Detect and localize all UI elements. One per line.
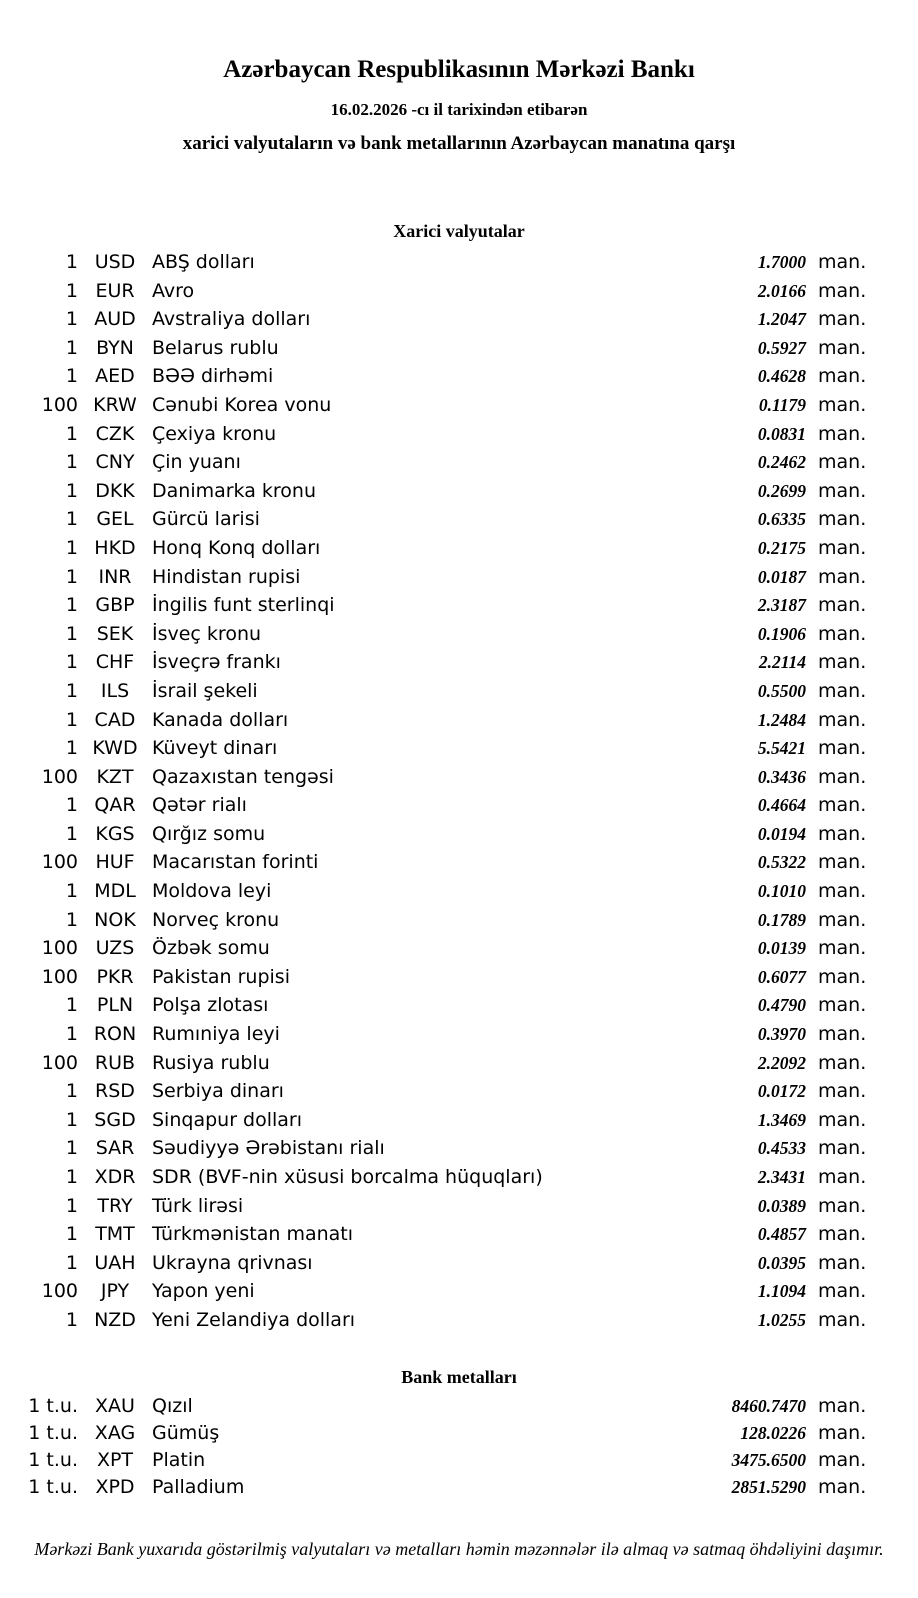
currency-code: UAH xyxy=(94,1251,136,1274)
currency-row xyxy=(0,480,870,509)
currency-rate: 1.3469 xyxy=(757,1109,806,1130)
rate-unit: man. xyxy=(818,1023,867,1046)
currency-rate: 1.2484 xyxy=(757,709,806,730)
currency-rate: 2.0166 xyxy=(757,280,806,301)
metal-rate: 128.0226 xyxy=(740,1422,806,1443)
metal-rate: 8460.7470 xyxy=(731,1395,806,1416)
rate-unit: man. xyxy=(818,1108,867,1131)
metal-row xyxy=(0,1395,870,1422)
currency-qty: 1 xyxy=(65,1023,78,1046)
currency-name: İngilis funt sterlinqi xyxy=(152,594,335,617)
rate-unit: man. xyxy=(818,1194,867,1217)
currency-rate: 0.4533 xyxy=(757,1138,806,1159)
currency-name: Qətər rialı xyxy=(152,794,247,817)
currency-qty: 1 xyxy=(65,479,78,502)
rate-unit: man. xyxy=(818,994,867,1017)
currency-qty: 1 xyxy=(65,737,78,760)
rate-unit: man. xyxy=(818,479,867,502)
currency-name: Ukrayna qrivnası xyxy=(152,1251,313,1274)
currency-rate: 0.1179 xyxy=(758,394,806,415)
currency-code: TRY xyxy=(97,1194,133,1217)
currency-row xyxy=(0,1109,870,1138)
rate-unit: man. xyxy=(818,1251,867,1274)
currency-qty: 100 xyxy=(41,1280,78,1303)
currency-qty: 1 xyxy=(65,451,78,474)
currency-name: İsveç kronu xyxy=(152,622,262,645)
currency-qty: 1 xyxy=(65,251,78,273)
rate-unit: man. xyxy=(818,1080,867,1103)
currency-name: Polşa zlotası xyxy=(152,994,269,1017)
currency-row xyxy=(0,623,870,652)
currency-name: Belarus rublu xyxy=(152,336,279,359)
currency-code: TMT xyxy=(95,1223,135,1246)
rate-unit: man. xyxy=(818,880,867,903)
currency-name: Yeni Zelandiya dolları xyxy=(152,1308,356,1331)
currency-code: SAR xyxy=(95,1137,135,1160)
currency-qty: 100 xyxy=(41,937,78,960)
currency-name: Serbiya dinarı xyxy=(152,1080,284,1103)
metal-rate: 3475.6500 xyxy=(731,1449,806,1470)
currency-name: Türk lirəsi xyxy=(152,1194,244,1217)
currency-rate: 0.4857 xyxy=(757,1224,806,1245)
rate-unit: man. xyxy=(818,1051,867,1074)
currency-qty: 100 xyxy=(41,393,78,416)
currency-code: RUB xyxy=(94,1051,136,1074)
currency-name: Küveyt dinarı xyxy=(152,737,278,760)
currency-row xyxy=(0,1280,870,1309)
currency-rate: 2.3431 xyxy=(757,1167,806,1187)
bank-metals-table xyxy=(0,1395,918,1503)
currency-name: Türkmənistan manatı xyxy=(152,1223,354,1246)
currency-qty: 1 xyxy=(65,308,78,331)
currency-code: RON xyxy=(93,1023,137,1046)
currency-row xyxy=(0,280,870,309)
currency-row xyxy=(0,1080,870,1109)
rate-unit: man. xyxy=(818,851,867,874)
rate-unit: man. xyxy=(818,1475,867,1498)
currency-row xyxy=(0,537,870,566)
rate-unit: man. xyxy=(818,279,867,302)
currency-row xyxy=(0,251,870,280)
currency-rate: 2.3187 xyxy=(757,595,806,616)
rate-unit: man. xyxy=(818,1308,867,1331)
currency-rate: 2.2092 xyxy=(757,1052,806,1073)
rate-unit: man. xyxy=(818,565,867,588)
currency-qty: 1 xyxy=(65,336,78,359)
rate-unit: man. xyxy=(818,365,867,388)
currency-name: Çin yuanı xyxy=(152,451,241,474)
currency-code: XDR xyxy=(94,1166,136,1188)
rate-unit: man. xyxy=(818,794,867,817)
currency-code: SEK xyxy=(96,622,134,645)
currency-rate: 0.0187 xyxy=(757,566,806,587)
currency-rate: 1.2047 xyxy=(757,309,806,330)
page-subtitle: xarici valyutaların və bank metallarının Azərbaycan manatına qarşı xyxy=(182,133,736,154)
currency-code: GEL xyxy=(96,508,134,531)
rate-unit: man. xyxy=(818,1137,867,1160)
metal-qty: 1 t.u. xyxy=(28,1475,78,1498)
rate-unit: man. xyxy=(818,708,867,731)
currency-name: Norveç kronu xyxy=(152,908,280,931)
bank-title: Azərbaycan Respublikasının Mərkəzi Bankı xyxy=(223,56,695,83)
currency-name: İsrail şekeli xyxy=(152,679,258,702)
currency-row xyxy=(0,1252,870,1281)
rate-unit: man. xyxy=(818,679,867,702)
currency-row xyxy=(0,737,870,766)
rate-unit: man. xyxy=(818,508,867,531)
currency-qty: 1 xyxy=(65,880,78,903)
currency-qty: 1 xyxy=(65,1223,78,1246)
currency-qty: 1 xyxy=(65,1194,78,1217)
currency-name: İsveçrə frankı xyxy=(152,651,281,674)
foreign-currencies-table xyxy=(0,251,918,1338)
currency-name: Qırğız somu xyxy=(152,822,266,845)
currency-rate: 0.0172 xyxy=(757,1081,806,1102)
currency-name: Özbək somu xyxy=(152,937,270,960)
currency-name: Rusiya rublu xyxy=(152,1051,270,1074)
disclaimer-text: Mərkəzi Bank yuxarıda göstərilmiş valyutaları və metalları həmin məzənnələr ilə almaq və satmaq öhdəliyini daşımır. xyxy=(34,1538,884,1559)
rate-unit: man. xyxy=(818,308,867,331)
currency-row xyxy=(0,851,870,880)
currency-rate: 2.2114 xyxy=(758,652,806,673)
currency-row xyxy=(0,508,870,537)
rate-unit: man. xyxy=(818,1448,867,1471)
currency-qty: 100 xyxy=(41,965,78,988)
currency-qty: 1 xyxy=(65,1108,78,1131)
currency-row xyxy=(0,966,870,995)
currency-name: Danimarka kronu xyxy=(152,479,317,502)
currency-row xyxy=(0,794,870,823)
currency-rate: 0.0194 xyxy=(757,823,806,844)
currency-code: EUR xyxy=(95,279,135,302)
rate-unit: man. xyxy=(818,651,867,674)
currency-qty: 1 xyxy=(65,536,78,559)
currency-name: Sinqapur dolları xyxy=(152,1108,303,1131)
currency-qty: 1 xyxy=(65,279,78,302)
metal-name: Platin xyxy=(152,1448,206,1471)
currency-row xyxy=(0,937,870,966)
currency-code: HUF xyxy=(95,851,135,874)
currency-name: Hindistan rupisi xyxy=(152,565,301,588)
currency-code: MDL xyxy=(94,880,136,903)
currency-qty: 1 xyxy=(65,365,78,388)
currency-row xyxy=(0,394,870,423)
rate-unit: man. xyxy=(818,393,867,416)
rate-unit: man. xyxy=(818,737,867,760)
currency-row xyxy=(0,1137,870,1166)
currency-name: Səudiyyə Ərəbistanı rialı xyxy=(152,1137,385,1160)
currency-code: CZK xyxy=(95,422,135,445)
currency-name: Yapon yeni xyxy=(152,1280,255,1303)
currency-code: CNY xyxy=(95,451,135,474)
currency-qty: 1 xyxy=(65,508,78,531)
rate-unit: man. xyxy=(818,937,867,960)
currency-rate: 0.2462 xyxy=(757,452,806,473)
currency-qty: 1 xyxy=(65,822,78,845)
currency-rate: 1.0255 xyxy=(757,1309,806,1330)
currency-row xyxy=(0,1195,870,1224)
metal-name: Palladium xyxy=(152,1475,245,1498)
currency-rate: 0.5500 xyxy=(757,680,806,701)
currency-rate: 1.1094 xyxy=(757,1281,806,1302)
currency-rate: 0.1010 xyxy=(757,881,806,902)
currency-code: GBP xyxy=(95,594,135,617)
metal-code: XPD xyxy=(95,1475,135,1498)
currency-rate: 0.1789 xyxy=(757,909,806,930)
currency-row xyxy=(0,880,870,909)
currency-row xyxy=(0,909,870,938)
currency-rate: 0.4664 xyxy=(757,795,806,816)
rate-unit: man. xyxy=(818,594,867,617)
currency-rate: 0.4790 xyxy=(757,995,806,1016)
currency-qty: 1 xyxy=(65,1080,78,1103)
currency-row xyxy=(0,1309,870,1338)
currency-rate: 0.3436 xyxy=(757,766,806,787)
metal-name: Gümüş xyxy=(152,1421,220,1444)
currency-row xyxy=(0,994,870,1023)
rate-unit: man. xyxy=(818,765,867,788)
currency-rate: 0.0395 xyxy=(757,1252,806,1273)
metal-code: XPT xyxy=(96,1448,134,1471)
currency-rate: 1.7000 xyxy=(757,252,806,272)
currency-rate: 0.1906 xyxy=(757,623,806,644)
metal-code: XAU xyxy=(95,1394,135,1417)
currency-row xyxy=(0,451,870,480)
currency-rate: 0.2175 xyxy=(757,537,806,558)
currency-code: QAR xyxy=(94,794,136,817)
currency-row xyxy=(0,709,870,738)
currency-qty: 1 xyxy=(65,1308,78,1331)
metal-qty: 1 t.u. xyxy=(28,1394,78,1417)
rate-unit: man. xyxy=(818,965,867,988)
currency-code: SGD xyxy=(94,1108,136,1131)
currency-row xyxy=(0,1223,870,1252)
currency-name: Avro xyxy=(152,279,195,302)
currency-row xyxy=(0,823,870,852)
currency-name: Macarıstan forinti xyxy=(152,851,319,874)
currency-row xyxy=(0,566,870,595)
bank-metals-heading: Bank metalları xyxy=(401,1366,517,1387)
currency-name: BƏƏ dirhəmi xyxy=(152,365,274,388)
currency-qty: 100 xyxy=(41,765,78,788)
currency-name: Honq Konq dolları xyxy=(152,536,321,559)
foreign-currencies-heading: Xarici valyutalar xyxy=(393,221,525,241)
metal-name: Qızıl xyxy=(152,1394,193,1417)
currency-name: Cənubi Korea vonu xyxy=(152,393,332,416)
currency-qty: 1 xyxy=(65,651,78,674)
currency-name: Gürcü larisi xyxy=(152,508,260,531)
metal-row xyxy=(0,1449,870,1476)
currency-name: Çexiya kronu xyxy=(152,422,277,445)
currency-code: KRW xyxy=(93,393,137,416)
rate-unit: man. xyxy=(818,1280,867,1303)
rate-unit: man. xyxy=(818,1223,867,1246)
currency-code: JPY xyxy=(100,1280,130,1303)
currency-code: DKK xyxy=(95,479,135,502)
currency-code: NOK xyxy=(94,908,136,931)
currency-qty: 1 xyxy=(65,708,78,731)
currency-code: ILS xyxy=(100,679,130,702)
currency-qty: 1 xyxy=(65,908,78,931)
rate-unit: man. xyxy=(818,422,867,445)
currency-qty: 1 xyxy=(65,594,78,617)
currency-qty: 1 xyxy=(65,565,78,588)
currency-qty: 100 xyxy=(41,1051,78,1074)
currency-rate: 0.0139 xyxy=(757,938,806,959)
currency-qty: 1 xyxy=(65,794,78,817)
currency-rate: 0.0389 xyxy=(757,1195,806,1216)
rate-unit: man. xyxy=(818,622,867,645)
currency-code: KZT xyxy=(96,765,134,788)
currency-qty: 1 xyxy=(65,1166,78,1188)
currency-name: Moldova leyi xyxy=(152,880,272,903)
currency-name: Kanada dolları xyxy=(152,708,289,731)
currency-row xyxy=(0,365,870,394)
currency-rate: 0.3970 xyxy=(757,1024,806,1045)
rate-unit: man. xyxy=(818,451,867,474)
currency-row xyxy=(0,1023,870,1052)
currency-code: AUD xyxy=(94,308,136,331)
currency-name: Pakistan rupisi xyxy=(152,965,290,988)
metal-row xyxy=(0,1476,870,1503)
currency-code: PLN xyxy=(96,994,134,1017)
currency-name: ABŞ dolları xyxy=(152,251,255,273)
metal-row xyxy=(0,1422,870,1449)
currency-rate: 0.5927 xyxy=(757,337,806,358)
currency-rate: 0.2699 xyxy=(757,480,806,501)
currency-qty: 1 xyxy=(65,994,78,1017)
currency-qty: 1 xyxy=(65,1251,78,1274)
rate-unit: man. xyxy=(818,536,867,559)
currency-rate: 0.0831 xyxy=(757,423,806,444)
currency-name: SDR (BVF-nin xüsusi borcalma hüquqları) xyxy=(152,1166,543,1188)
currency-name: Rumıniya leyi xyxy=(152,1023,280,1046)
currency-rate: 0.5322 xyxy=(757,852,806,873)
currency-code: USD xyxy=(94,251,136,273)
metal-code: XAG xyxy=(94,1421,136,1444)
currency-rate: 5.5421 xyxy=(757,738,806,759)
currency-rate: 0.6077 xyxy=(757,966,806,987)
currency-qty: 1 xyxy=(65,422,78,445)
metal-qty: 1 t.u. xyxy=(28,1421,78,1444)
currency-code: UZS xyxy=(95,937,135,960)
currency-code: HKD xyxy=(94,536,136,559)
currency-rate: 0.6335 xyxy=(757,509,806,530)
currency-row xyxy=(0,680,870,709)
currency-row xyxy=(0,308,870,337)
currency-code: CHF xyxy=(95,651,135,674)
currency-name: Qazaxıstan tengəsi xyxy=(152,765,334,788)
currency-qty: 1 xyxy=(65,622,78,645)
rate-unit: man. xyxy=(818,1394,867,1417)
currency-qty: 1 xyxy=(65,679,78,702)
currency-qty: 1 xyxy=(65,1137,78,1160)
currency-row xyxy=(0,337,870,366)
currency-row xyxy=(0,651,870,680)
currency-code: NZD xyxy=(94,1308,136,1331)
currency-row xyxy=(0,766,870,795)
rate-unit: man. xyxy=(818,251,867,273)
rate-unit: man. xyxy=(818,908,867,931)
currency-row xyxy=(0,1052,870,1081)
currency-code: CAD xyxy=(94,708,136,731)
currency-code: PKR xyxy=(96,965,134,988)
currency-code: KWD xyxy=(92,737,138,760)
rate-unit: man. xyxy=(818,1421,867,1444)
currency-code: KGS xyxy=(95,822,135,845)
currency-rate: 0.4628 xyxy=(757,366,806,387)
effective-date: 16.02.2026 -cı il tarixindən etibarən xyxy=(330,100,588,119)
currency-row xyxy=(0,594,870,623)
currency-code: RSD xyxy=(95,1080,135,1103)
currency-row xyxy=(0,423,870,452)
rate-unit: man. xyxy=(818,822,867,845)
currency-code: AED xyxy=(95,365,135,388)
currency-name: Avstraliya dolları xyxy=(152,308,311,331)
currency-code: INR xyxy=(98,565,132,588)
currency-row xyxy=(0,1166,870,1195)
currency-code: BYN xyxy=(96,336,134,359)
rate-unit: man. xyxy=(818,336,867,359)
metal-qty: 1 t.u. xyxy=(28,1448,78,1471)
currency-qty: 100 xyxy=(41,851,78,874)
rate-unit: man. xyxy=(818,1166,867,1188)
metal-rate: 2851.5290 xyxy=(731,1476,806,1497)
